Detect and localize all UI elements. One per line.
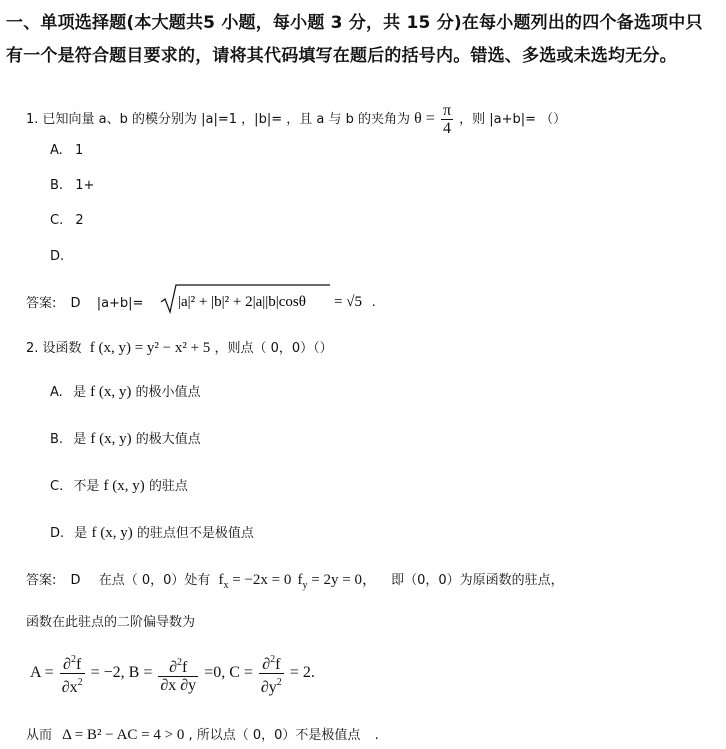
- option-post: 的极小值点: [135, 385, 201, 400]
- option-pre: 不是: [73, 479, 100, 494]
- question-2-option-d: [50, 522, 254, 542]
- question-2-text: 设函数: [42, 341, 82, 356]
- question-2-text-end: ，则点（ 0，0）（）: [214, 341, 333, 356]
- option-pre: 是: [73, 432, 87, 447]
- question-2-number: 2.: [26, 341, 39, 356]
- sqrt-result: = √5: [334, 294, 362, 310]
- answer-lhs: |a+b|=: [96, 296, 144, 311]
- A-rhs: = −2, B =: [90, 664, 153, 682]
- second-derivative-intro: 函数在此驻点的二阶偏导数为: [26, 615, 196, 630]
- option-post: 的驻点: [148, 479, 188, 494]
- question-1-option-c: [50, 213, 84, 228]
- option-label: A.: [50, 143, 63, 158]
- option-label: B.: [50, 432, 64, 447]
- option-label: D.: [50, 249, 65, 264]
- conclusion-text: , 所以点（ 0，0）不是极值点: [188, 728, 361, 743]
- A-lhs: A =: [30, 664, 54, 682]
- fxx-fraction: $\frac{\partial^2f}{\partial x^2}$: [61, 654, 83, 696]
- period: .: [372, 295, 376, 310]
- answer-label: 答案:: [26, 296, 57, 311]
- section-heading-line-1: 一、单项选择题(本大题共5 小题，每小题 3 分，共 15 分)在每小题列出的四个备选项中只: [6, 13, 703, 33]
- fy-equation: $f_y = 2y = 0$，: [297, 572, 377, 591]
- option-func: f (x, y): [90, 384, 132, 400]
- question-2-option-a: [50, 381, 201, 401]
- option-label: C.: [50, 213, 64, 228]
- question-1-answer: [26, 292, 143, 311]
- option-pre: 是: [74, 526, 88, 541]
- B-rhs: =0, C =: [204, 664, 253, 682]
- option-value: 1: [74, 143, 84, 158]
- question-1-option-a: [50, 143, 83, 158]
- question-1: [26, 102, 566, 137]
- question-2-answer: [26, 568, 564, 591]
- pi: π: [442, 102, 452, 119]
- option-label: C.: [50, 479, 64, 494]
- option-value: 2: [75, 213, 84, 228]
- option-label: B.: [50, 178, 64, 193]
- answer-choice: D: [70, 296, 81, 311]
- theta-symbol: θ =: [414, 110, 435, 127]
- question-2-option-b: [50, 428, 201, 448]
- question-1-number: 1.: [26, 112, 39, 127]
- fx-equation: $f_x = -2x = 0$: [218, 572, 292, 591]
- conclusion: [26, 724, 379, 744]
- C-rhs: = 2.: [289, 664, 315, 682]
- option-pre: 是: [72, 385, 86, 400]
- option-label: A.: [50, 385, 63, 400]
- option-value: 1+: [75, 178, 95, 193]
- answer-text-end: 即（0，0）为原函数的驻点，: [391, 573, 564, 588]
- fxy-fraction: $\frac{\partial^2f}{\partial x \partial y}$: [160, 656, 197, 694]
- option-func: f (x, y): [103, 478, 145, 494]
- radicand: |a|² + |b|² + 2|a||b|cosθ: [178, 294, 306, 310]
- pi-over-four: [441, 102, 453, 137]
- option-func: f (x, y): [90, 431, 132, 447]
- answer-choice: D: [70, 573, 81, 588]
- option-func: f (x, y): [91, 525, 133, 541]
- conclusion-prefix: 从而: [26, 728, 53, 743]
- question-1-option-d: [50, 249, 72, 264]
- section-heading-line-2: 有一个是符合题目要求的，请将其代码填写在题后的括号内。错选、多选或未选均无分。: [6, 46, 677, 66]
- question-2-option-c: [50, 475, 188, 495]
- answer-label: 答案:: [26, 573, 57, 588]
- question-1-text-end: ，则 |a+b|= （）: [459, 112, 567, 127]
- question-2: [26, 337, 333, 357]
- question-1-text: 已知向量 a、b 的模分别为 |a|=1 ，|b|= ，且 a 与 b 的夹角为: [42, 112, 410, 127]
- discriminant: Δ = B² − AC = 4 > 0: [62, 727, 185, 743]
- option-label: D.: [50, 526, 65, 541]
- question-1-option-b: [50, 178, 94, 193]
- function-definition: f (x, y) = y² − x² + 5: [89, 340, 211, 356]
- four: 4: [442, 120, 451, 137]
- fyy-fraction: $\frac{\partial^2f}{\partial y^2}$: [260, 654, 282, 696]
- option-post: 的驻点但不是极值点: [136, 526, 254, 541]
- option-post: 的极大值点: [135, 432, 201, 447]
- conclusion-end: .: [374, 728, 379, 743]
- second-derivatives: [30, 651, 315, 696]
- answer-text: 在点（ 0，0）处有: [98, 573, 211, 588]
- sqrt-formula: [158, 280, 383, 316]
